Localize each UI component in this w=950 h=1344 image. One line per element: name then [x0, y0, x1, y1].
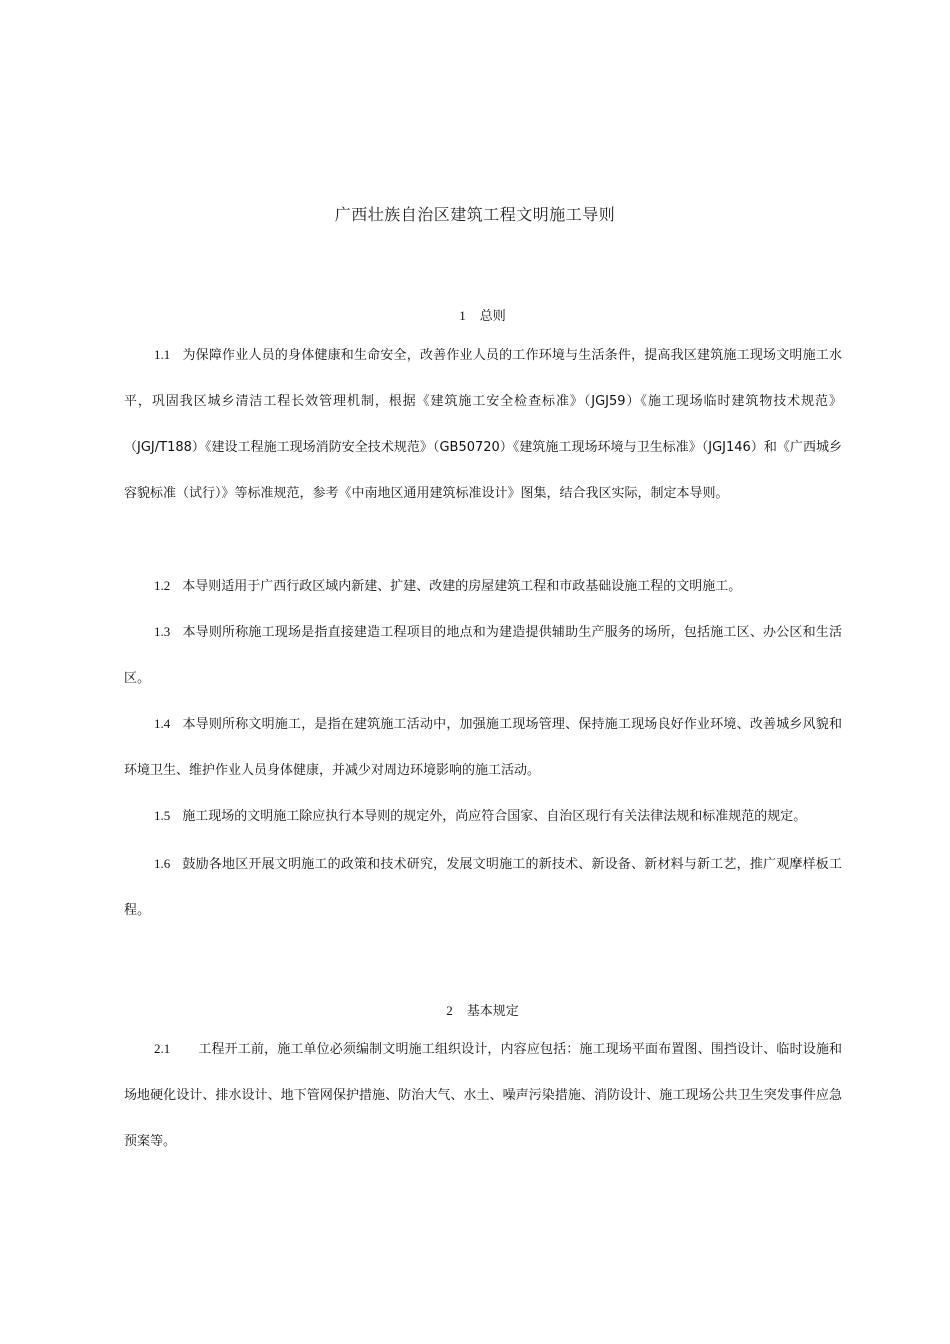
section-number: 1 [459, 308, 466, 323]
clause-1-1 [124, 332, 842, 517]
clause-number: 2.1 [154, 1041, 171, 1056]
clause-number: 1.4 [154, 716, 171, 731]
clause-1-2 [124, 563, 842, 610]
clause-number: 1.3 [154, 624, 171, 639]
clause-1-3 [124, 609, 842, 702]
clause-number: 1.1 [154, 347, 171, 362]
clause-number: 1.6 [154, 856, 171, 871]
clause-text: 施工现场的文明施工除应执行本导则的规定外，尚应符合国家、自治区现行有关法律法规和标准规范的规定。 [182, 809, 807, 824]
clause-number: 1.5 [154, 808, 171, 823]
clause-2-1 [124, 1026, 842, 1165]
clause-number: 1.2 [154, 578, 171, 593]
section-number: 2 [446, 1003, 453, 1018]
section-title: 基本规定 [466, 1004, 519, 1019]
clause-text: 鼓励各地区开展文明施工的政策和技术研究，发展文明施工的新技术、新设备、新材料与新工艺，推广观摩样板工程。 [124, 857, 842, 918]
clause-text: 为保障作业人员的身体健康和生命安全，改善作业人员的工作环境与生活条件，提高我区建筑施工现场文明施工水平，巩固我区城乡清洁工程长效管理机制，根据《建筑施工安全检查标准》（JGJ59）《施工现场临时建筑物技术规范》（JGJ/T188）《建设工程施工现场消防安全技术规范》（GB50720）《建筑施工现场环境与卫生标准》（JGJ146）和《广西城乡容貌标准（试行）》等标准规范，参考《中南地区通用建筑标准设计》图集，结合我区实际，制定本导则。 [124, 348, 842, 501]
clause-text: 工程开工前，施工单位必须编制文明施工组织设计，内容应包括：施工现场平面布置图、围挡设计、临时设施和场地硬化设计、排水设计、地下管网保护措施、防治大气、水土、噪声污染措施、消防设计、施工现场公共卫生突发事件应急预案等。 [124, 1042, 842, 1149]
clause-text: 本导则所称施工现场是指直接建造工程项目的地点和为建造提供辅助生产服务的场所，包括施工区、办公区和生活区。 [124, 625, 842, 686]
clause-1-6 [124, 841, 842, 934]
section-heading-basic-provisions [0, 1000, 950, 1019]
section-title: 总则 [479, 309, 506, 324]
document-title: 广西壮族自治区建筑工程文明施工导则 [334, 205, 616, 224]
section-heading-general [0, 305, 950, 324]
clause-text: 本导则适用于广西行政区域内新建、扩建、改建的房屋建筑工程和市政基础设施工程的文明施工。 [182, 579, 742, 594]
clause-1-5 [124, 793, 842, 840]
clause-text: 本导则所称文明施工，是指在建筑施工活动中，加强施工现场管理、保持施工现场良好作业环境、改善城乡风貌和环境卫生、维护作业人员身体健康，并减少对周边环境影响的施工活动。 [124, 717, 842, 778]
clause-1-4 [124, 701, 842, 794]
